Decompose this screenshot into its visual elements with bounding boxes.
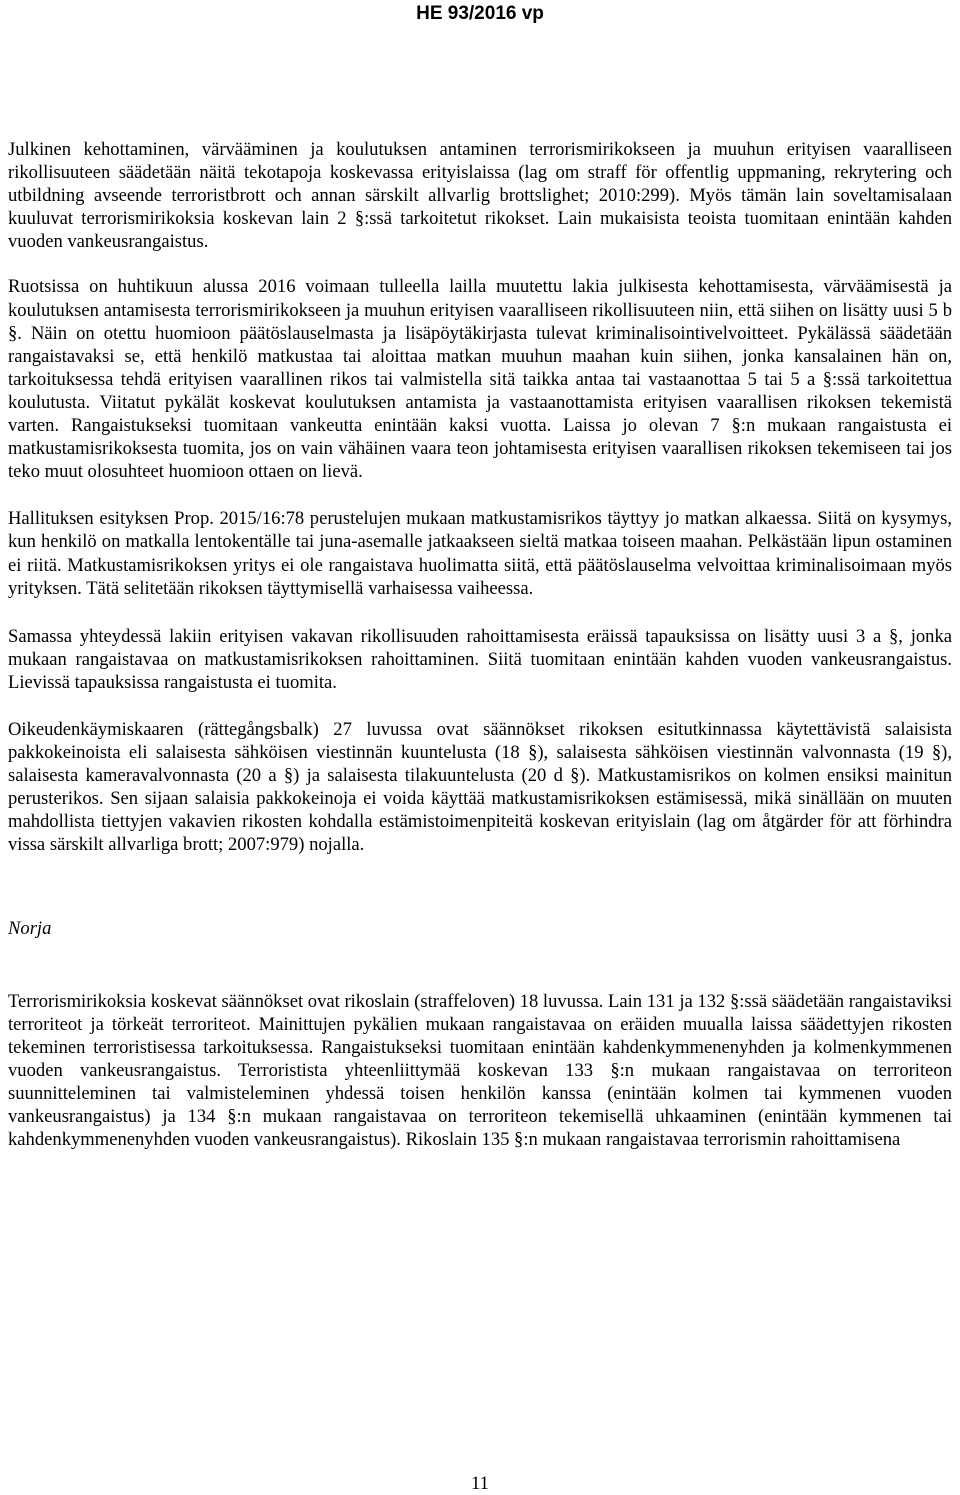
paragraph-procedural-code: Oikeudenkäymiskaaren (rättegångsbalk) 27 luvussa ovat säännökset rikoksen esitutkinnassa käytettävistä salaisista pakkokeinoista eli salaisesta sähköisen viestinnän kuuntelusta (18 §), salaisesta sähköisen viestinnän valvonnasta (19 §), salaisesta kameravalvonnasta (20 a §) ja salaisesta tilakuuntelusta (20 d §). Matkustamisrikos on kolmen ensiksi mainitun perusterikos. Sen sijaan salaisia pakkokeinoja ei voida käyttää matkustamisrikoksen estämisessä, mikä sinällään on muuten mahdollista tiettyjen vakavien rikosten kohdalla estämistoimenpiteitä koskevan erityislain (lag om åtgärder för att förhindra vissa särskilt allvarliga brott; 2007:979) nojalla.: [8, 718, 952, 856]
page-number: 11: [471, 1473, 489, 1494]
page-header: HE 93/2016 vp: [416, 3, 544, 24]
paragraph-sweden-amendment: Ruotsissa on huhtikuun alussa 2016 voimaan tulleella lailla muutettu lakia julkisesta kehottamisesta, värväämisestä ja koulutuksen antamisesta terrorismirikokseen ja muuhun erityisen vaaralliseen rikollisuuteen niin, että siihen on lisätty uusi 5 b §. Näin on otettu huomioon päätöslauselmasta ja lisäpöytäkirjasta tulevat kriminalisointivelvoitteet. Pykälässä säädetään rangaistavaksi se, että henkilö matkustaa tai aloittaa matkan muuhun maahan kuin siihen, jonka kansalainen hän on, tarkoituksessa tehdä erityisen vaarallinen rikos tai valmistella sitä taikka antaa tai vastaanottaa 5 tai 5 a §:ssä tarkoitettua koulutusta. Viitatut pykälät koskevat koulutuksen antamista ja vastaanottamista erityisen vaarallisen rikoksen tekemistä varten. Rangaistukseksi tuomitaan vankeutta enintään kaksi vuotta. Laissa jo olevan 7 §:n mukaan rangaistusta ei matkustamisrikoksesta tuomita, jos on vain vähäinen vaara teon johtamisesta erityisen vaarallisen rikoksen tekemiseen tai jos teko muut olosuhteet huomioon ottaen on lievä.: [8, 276, 952, 483]
paragraph-government-proposal: Hallituksen esityksen Prop. 2015/16:78 perustelujen mukaan matkustamisrikos täyttyy jo matkan alkaessa. Siitä on kysymys, kun henkilö on matkalla lentokentälle tai juna-asemalle jatkaakseen sieltä matkaa toiseen maahan. Pelkästään lipun ostaminen ei riitä. Matkustamisrikoksen yritys ei ole rangaistava huolimatta siitä, että päätöslauselma velvoittaa kriminalisoimaan myös yrityksen. Tätä selitetään rikoksen täyttymisellä varhaisessa vaiheessa.: [8, 508, 952, 599]
paragraph-norway-penal-code: Terrorismirikoksia koskevat säännökset ovat rikoslain (straffeloven) 18 luvussa. Lain 131 ja 132 §:ssä säädetään rangaistaviksi terroriteot ja törkeät terroriteot. Mainittujen pykälien mukaan rangaistavaa on eräiden muualla laissa säädettyjen rikosten tekeminen terroristisessa tarkoituksessa. Rangaistukseksi tuomitaan enintään kahdenkymmenenyhden ja kolmenkymmenen vuoden vankeusrangaistus. Terroristista yhteenliittymää koskevan 133 §:n mukaan rangaistavaa on terroriteon suunnitteleminen tai valmisteleminen yhdessä toisen henkilön kanssa (enintään kolmen tai kymmenen vuoden vankeusrangaistus) ja 134 §:n mukaan rangaistavaa on terroriteon tekemisellä uhkaaminen (enintään kymmenen tai kahdenkymmenenyhden vuoden vankeusrangaistus). Rikoslain 135 §:n mukaan rangaistavaa terrorismin rahoittamisena: [8, 990, 952, 1151]
document-body: [8, 138, 952, 1151]
paragraph-public-incitement: Julkinen kehottaminen, värvääminen ja koulutuksen antaminen terrorismirikokseen ja muuhun erityisen vaaralliseen rikollisuuteen säädetään näitä tekotapoja koskevassa erityislaissa (lag om straff för offentlig uppmaning, rekrytering och utbildning avseende terroristbrott och annan särskilt allvarlig brottslighet; 2010:299). Myös tämän lain soveltamisalaan kuuluvat terrorismirikoksia koskevan lain 2 §:ssä tarkoitetut rikokset. Lain mukaisista teoista tuomitaan enintään kahden vuoden vankeusrangaistus.: [8, 139, 952, 253]
paragraph-financing: Samassa yhteydessä lakiin erityisen vakavan rikollisuuden rahoittamisesta eräissä tapauksissa on lisätty uusi 3 a §, jonka mukaan rangaistavaa on matkustamisrikoksen rahoittaminen. Siitä tuomitaan enintään kahden vuoden vankeusrangaistus. Lievissä tapauksissa rangaistusta ei tuomita.: [8, 625, 952, 693]
section-heading-norway: Norja: [8, 917, 52, 939]
